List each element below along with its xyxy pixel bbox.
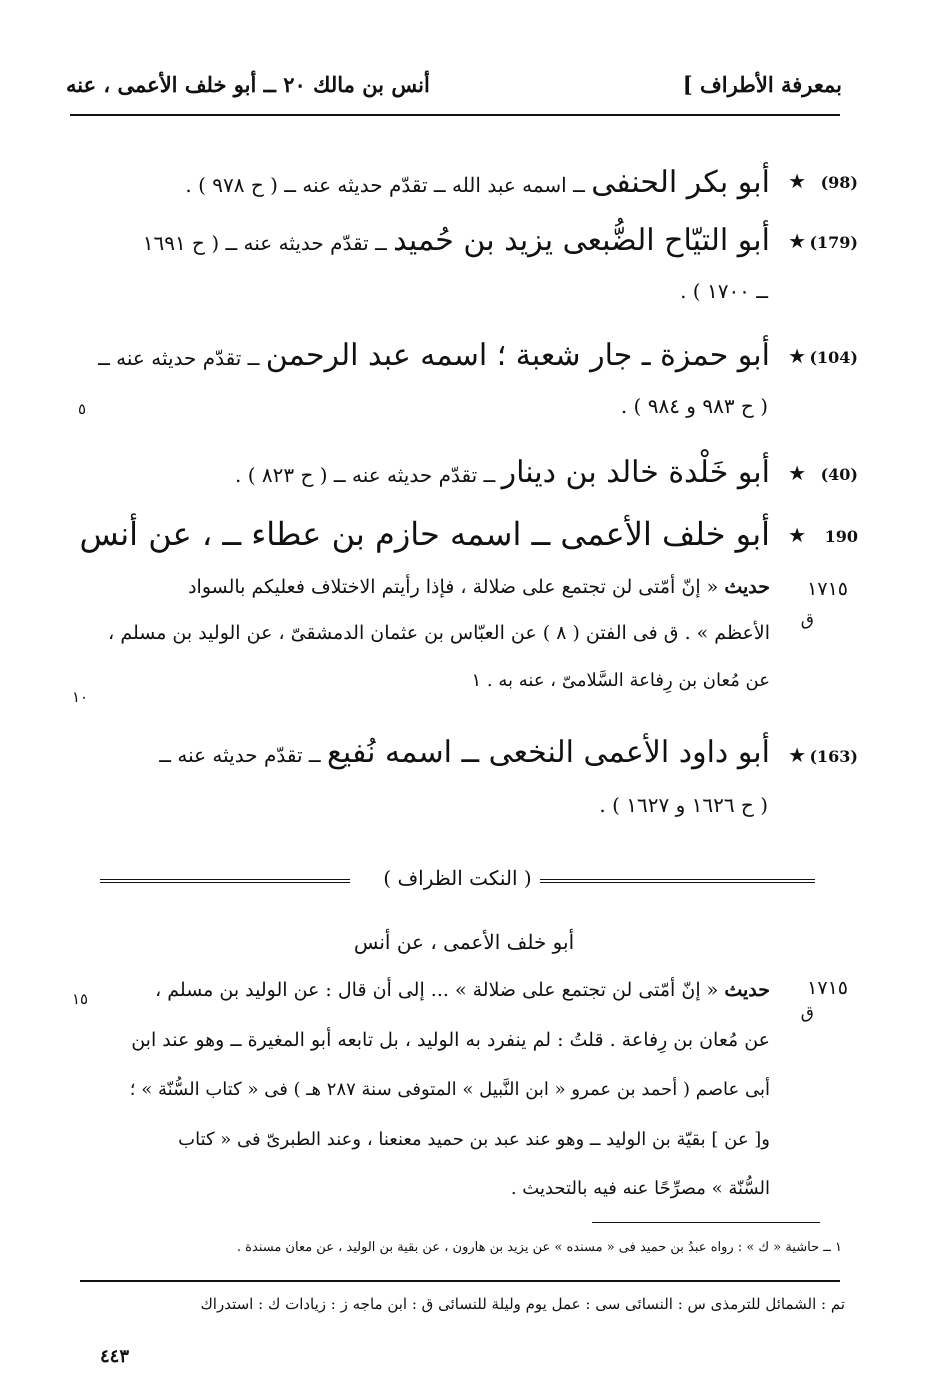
entry-text: ــ تقدّم حديثه عنه ــ [159,743,327,767]
hadith-text: عن مُعان بن رِفاعة السَّلامىّ ، عنه به . ١ [471,670,770,691]
entry-98 [68,165,858,215]
margin-line-number: ٥ [78,400,87,418]
star-icon: ★ [788,743,806,767]
hadith-line [188,576,770,598]
entry-line [98,338,770,373]
hadith-line [130,1079,770,1100]
hadith-sigla: ق [800,610,814,630]
legend-rule [80,1280,840,1282]
hadith-text: « إنّ أمّتى لن تجتمع على ضلالة ، فإذا رأيتم الاختلاف فعليكم بالسواد [188,576,719,598]
hadith-line [155,979,770,1001]
entry-line [185,165,770,200]
hadith-number: ١٧١٥ [807,578,848,600]
hadith-text: « إنّ أمّتى لن تجتمع على ضلالة » ... إلى أن قال : عن الوليد بن مسلم ، [155,979,719,1001]
page-number: ٤٤٣ [100,1346,130,1367]
entry-text: ــ تقدّم حديثه عنه ــ ( ح ٨٢٣ ) . [235,463,502,487]
entry-text: ــ تقدّم حديثه عنه ــ ( ح ١٦٩١ [142,231,394,255]
entry-text: ــ تقدّم حديثه عنه ــ [98,346,266,370]
entry-line [621,394,768,418]
hadith-keyword: حديث [724,979,770,1001]
entry-name: أبو التيّاح الضُّبعى يزيد بن حُميد [393,223,770,258]
header-right-title: بمعرفة الأطراف ] [682,72,842,97]
entry-text: ــ اسمه عبد الله ــ تقدّم حديثه عنه ــ ( ح ٩٧٨ ) . [185,173,592,197]
header-rule [70,114,840,116]
hadith-line [511,1178,770,1199]
hadith-line [178,1129,770,1150]
star-icon: ★ [788,169,806,193]
footnote: ١ ــ حاشية « ك » : رواه عبدُ بن حميد فى « مسنده » عن يزيد بن هارون ، عن بقية بن الوليد ، عن معان مسندة . [236,1240,842,1255]
entry-number: (104) [809,348,858,367]
star-icon: ★ [788,229,806,253]
entry-line [143,223,770,258]
entry-number: (98) [820,173,858,192]
entry-line [235,455,770,490]
entry-line [680,279,768,303]
entry-line [79,515,770,553]
footnote-rule [592,1222,820,1223]
entry-number: 190 [824,527,858,546]
hadith-text: السُّنّة » مصرِّحًا عنه فيه بالتحديث . [510,1178,770,1199]
section-title-text: ( النكت الظراف ) [383,866,532,890]
entry-number: (179) [809,233,858,252]
entry-40 [68,455,858,505]
entry-190 [68,515,858,570]
star-icon: ★ [788,523,806,547]
hadith-line [131,1029,770,1051]
entry-text: ( ح ١٦٢٦ و ١٦٢٧ ) . [599,793,768,817]
hadith-text: و[ عن ] بقيّة بن الوليد ــ وهو عند عبد بن حميد معنعنا ، وعند الطبرىّ فى « كتاب [178,1129,770,1150]
entry-name: أبو خَلْدة خالد بن دينار [501,455,770,490]
entry-number: (40) [820,465,858,484]
hadith-sigla: ق [800,1003,814,1023]
hadith-text: أبى عاصم ( أحمد بن عمرو « ابن النَّبيل » المتوفى سنة ٢٨٧ هـ ) فى « كتاب السُّنّة » ؛ [129,1079,770,1100]
star-icon: ★ [788,344,806,368]
entry-163 [68,735,858,825]
entry-text: ــ ١٧٠٠ ) . [680,279,768,303]
entry-name: أبو خلف الأعمى ــ اسمه حازم بن عطاء ــ ، عن أنس [79,515,770,553]
entry-text: ( ح ٩٨٣ و ٩٨٤ ) . [620,394,768,418]
sub-heading: أبو خلف الأعمى ، عن أنس [353,930,575,954]
entry-179 [68,223,858,313]
hadith-keyword: حديث [724,576,770,598]
margin-line-number: ١٠ [72,688,89,706]
hadith-line [472,670,770,691]
sigla-legend: تم : الشمائل للترمذى س : النسائى سى : عمل يوم وليلة للنسائى ق : ابن ماجه ز : زيادات ك : استدراك [200,1295,845,1313]
entry-104 [68,338,858,428]
hadith-1715-nukat [68,975,858,1205]
hadith-1715 [68,576,858,706]
hadith-number: ١٧١٥ [807,977,848,999]
entry-name: أبو داود الأعمى النخعى ــ اسمه نُفيع [326,735,770,770]
header-left-title: أنس بن مالك ٢٠ ــ أبو خلف الأعمى ، عنه [66,72,430,97]
hadith-line [108,622,770,644]
entry-line [159,735,770,770]
entry-number: (163) [809,747,858,766]
entry-line [599,793,768,817]
star-icon: ★ [788,461,806,485]
hadith-text: عن مُعان بن رِفاعة . قلتُ : لم ينفرد به الوليد ، بل تابعه أبو المغيرة ــ وهو عند ابن [131,1029,770,1051]
entry-name: أبو حمزة ـ جار شعبة ؛ اسمه عبد الرحمن [265,338,770,373]
section-title [100,866,815,896]
hadith-text: الأعظم » . ق فى الفتن ( ٨ ) عن العبّاس بن عثمان الدمشقىّ ، عن الوليد بن مسلم ، [108,622,770,644]
margin-line-number: ١٥ [72,990,89,1008]
entry-name: أبو بكر الحنفى [591,165,770,200]
